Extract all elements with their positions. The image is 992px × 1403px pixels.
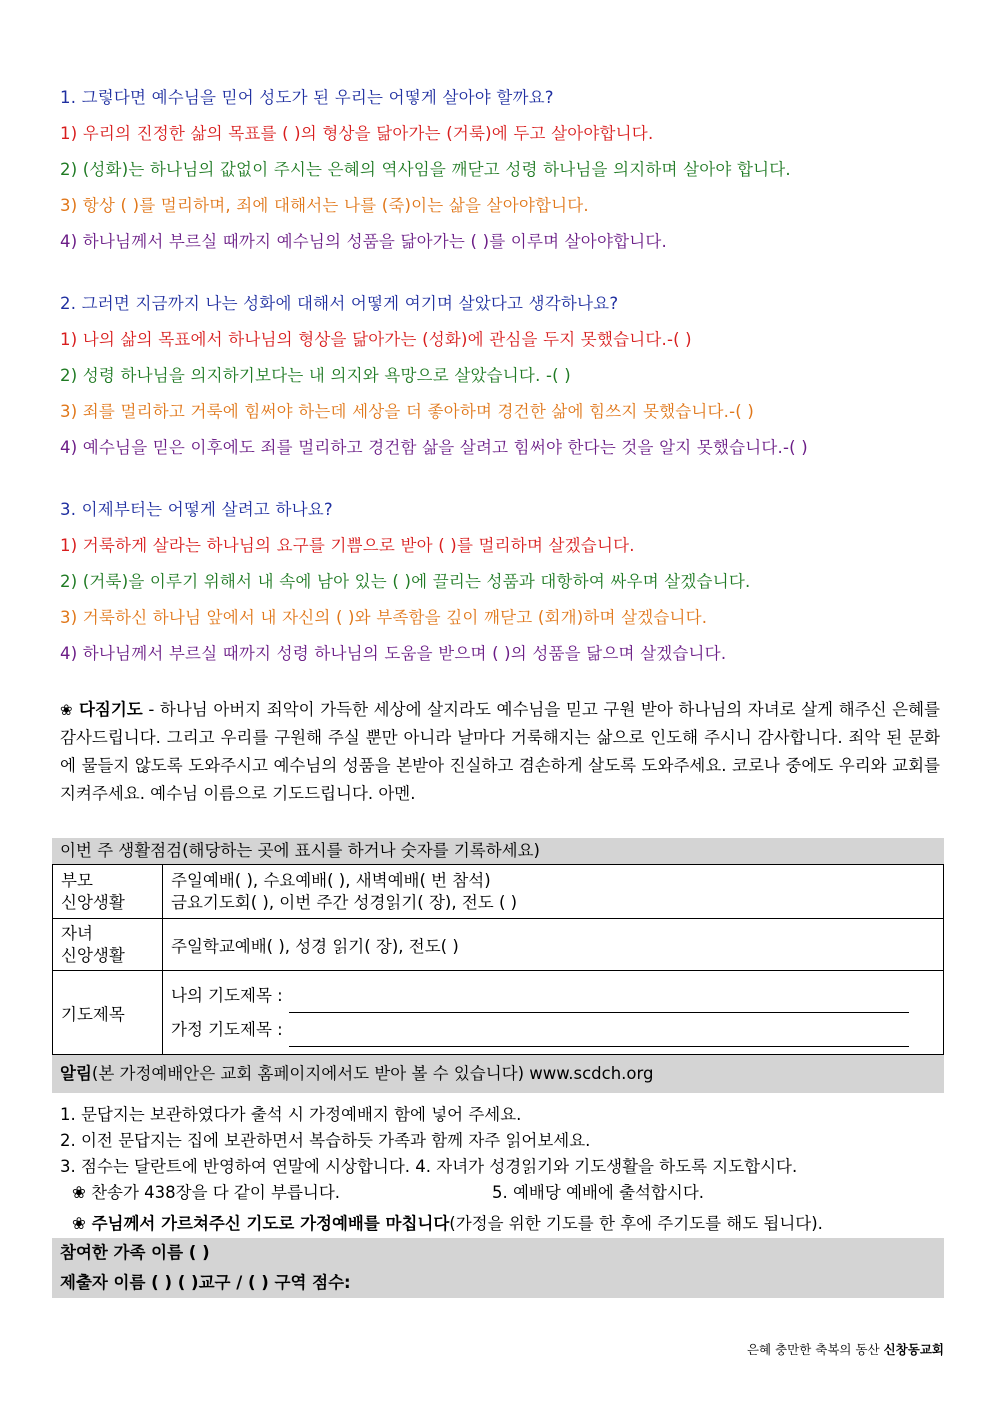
footer-signature (747, 1340, 944, 1358)
notice-line-4a: ❀ 찬송가 438장을 다 같이 부릅니다. (72, 1183, 341, 1202)
children-label-line-2: 신앙생활 (61, 945, 125, 965)
checklist-header-note: (해당하는 곳에 표시를 하거나 숫자를 기록하세요) (182, 841, 540, 860)
section3-item-3: 3) 거룩하신 하나님 앞에서 내 자신의 ( )와 부족함을 깊이 깨닫고 (회개)하며 살겠습니다. (60, 608, 708, 627)
submitter-field[interactable]: 제출자 이름 ( ) ( )교구 / ( ) 구역 점수: (60, 1273, 351, 1292)
section3-item-2: 2) (거룩)을 이루기 위해서 내 속에 남아 있는 ( )에 끌리는 성품과 대항하여 싸우며 살겠습니다. (60, 572, 751, 591)
parents-fields-line-2: 금요기도회( ), 이번 주간 성경읽기( 장), 전도 ( ) (171, 892, 518, 912)
table-row (53, 919, 944, 971)
parents-label (53, 865, 163, 919)
section1-item-3: 3) 항상 ( )를 멀리하며, 죄에 대해서는 나를 (죽)이는 삶을 살아야합니다. (60, 196, 589, 215)
section1-item-4: 4) 하나님께서 부르실 때까지 예수님의 성품을 닮아가는 ( )를 이루며 살아야합니다. (60, 232, 667, 251)
church-name: 신창동교회 (883, 1342, 944, 1357)
section2-item-1: 1) 나의 삶의 목표에서 하나님의 형상을 닮아가는 (성화)에 관심을 두지 못했습니다.-( ) (60, 330, 692, 349)
section2-item-3: 3) 죄를 멀리하고 거룩에 힘써야 하는데 세상을 더 좋아하며 경건한 삶에 힘쓰지 못했습니다.-( ) (60, 402, 754, 421)
closing-prayer-instruction: ❀ 주님께서 가르쳐주신 기도로 가정예배를 마칩니다 (72, 1214, 450, 1233)
family-prayer-input-line[interactable] (289, 1028, 909, 1047)
weekly-checklist-table (52, 864, 944, 1055)
section2-title: 2. 그러면 지금까지 나는 성화에 대해서 어떻게 여기며 살았다고 생각하나요? (60, 294, 619, 313)
notice-line-5 (72, 1210, 823, 1234)
notice-header-title: 알림 (60, 1064, 92, 1083)
children-label (53, 919, 163, 971)
section1-title: 1. 그렇다면 예수님을 믿어 성도가 된 우리는 어떻게 살아야 할까요? (60, 88, 554, 107)
checklist-header (52, 838, 944, 864)
children-fields[interactable]: 주일학교예배( ), 성경 읽기( 장), 전도( ) (163, 919, 944, 971)
section3-title: 3. 이제부터는 어떻게 살려고 하나요? (60, 500, 333, 519)
section2-item-4: 4) 예수님을 믿은 이후에도 죄를 멀리하고 경건함 삶을 살려고 힘써야 한다는 것을 알지 못했습니다.-( ) (60, 438, 808, 457)
parents-label-line-1: 부모 (61, 870, 93, 890)
table-row (53, 865, 944, 919)
prayer-topics-fields (163, 971, 944, 1055)
notice-line-2: 2. 이전 문답지는 집에 보관하면서 복습하듯 가족과 함께 자주 읽어보세요. (60, 1131, 591, 1150)
footer-slogan: 은혜 충만한 축복의 동산 (746, 1342, 884, 1357)
family-prayer-label: 가정 기도제목 : (171, 1019, 283, 1039)
notice-line-4b: 5. 예배당 예배에 출석합시다. (492, 1183, 705, 1202)
children-label-line-1: 자녀 (61, 923, 93, 943)
parents-fields-line-1: 주일예배( ), 수요예배( ), 새벽예배( 번 참석) (171, 870, 491, 890)
family-names-field[interactable]: 참여한 가족 이름 ( ) (60, 1243, 210, 1262)
notice-header-note: (본 가정예배안은 교회 홈페이지에서도 받아 볼 수 있습니다) www.scdch.org (91, 1064, 654, 1083)
notice-line-1: 1. 문답지는 보관하였다가 출석 시 가정예배지 함에 넣어 주세요. (60, 1105, 522, 1124)
section3-item-4: 4) 하나님께서 부르실 때까지 성령 하나님의 도움을 받으며 ( )의 성품을 닮으며 살겠습니다. (60, 644, 727, 663)
parents-fields[interactable] (163, 865, 944, 919)
prayer-title: 다짐기도 (78, 700, 143, 719)
section3-item-1: 1) 거룩하게 살라는 하나님의 요구를 기쁨으로 받아 ( )를 멀리하며 살겠습니다. (60, 536, 635, 555)
submission-bar (52, 1238, 944, 1298)
prayer-text: - 하나님 아버지 죄악이 가득한 세상에 살지라도 예수님을 믿고 구원 받아 하나님의 자녀로 살게 해주신 은혜를 감사드립니다. 그리고 우리를 구원해 주실 뿐만 아니라 날마다 거룩해지는 삶으로 인도해 주시니 감사합니다. 죄악 된 문화에 물들지 않도록 도와주시고 예수님의 성품을 본받아 진실하고 겸손하게 살도록 도와주세요. 코로나 중에도 우리와 교회를 지켜주세요. 예수님 이름으로 기도드립니다. 아멘. (60, 700, 940, 803)
flower-icon: ❀ (60, 701, 73, 719)
my-prayer-label: 나의 기도제목 : (171, 985, 283, 1005)
closing-prayer-note: (가정을 위한 기도를 한 후에 주기도를 해도 됩니다). (449, 1214, 823, 1233)
checklist-header-title: 이번 주 생활점검 (60, 841, 183, 860)
table-row (53, 971, 944, 1055)
notice-header (52, 1055, 944, 1093)
section1-item-2: 2) (성화)는 하나님의 값없이 주시는 은혜의 역사임을 깨닫고 성령 하나님을 의지하며 살아야 합니다. (60, 160, 791, 179)
section1-item-1: 1) 우리의 진정한 삶의 목표를 ( )의 형상을 닮아가는 (거룩)에 두고 살아야합니다. (60, 124, 654, 143)
my-prayer-input-line[interactable] (289, 994, 909, 1013)
section2-item-2: 2) 성령 하나님을 의지하기보다는 내 의지와 욕망으로 살았습니다. -( ) (60, 366, 571, 385)
commitment-prayer (60, 696, 940, 808)
notice-line-3: 3. 점수는 달란트에 반영하여 연말에 시상합니다. 4. 자녀가 성경읽기와 기도생활을 하도록 지도합시다. (60, 1157, 798, 1176)
parents-label-line-2: 신앙생활 (61, 892, 125, 912)
prayer-topics-label: 기도제목 (53, 971, 163, 1055)
